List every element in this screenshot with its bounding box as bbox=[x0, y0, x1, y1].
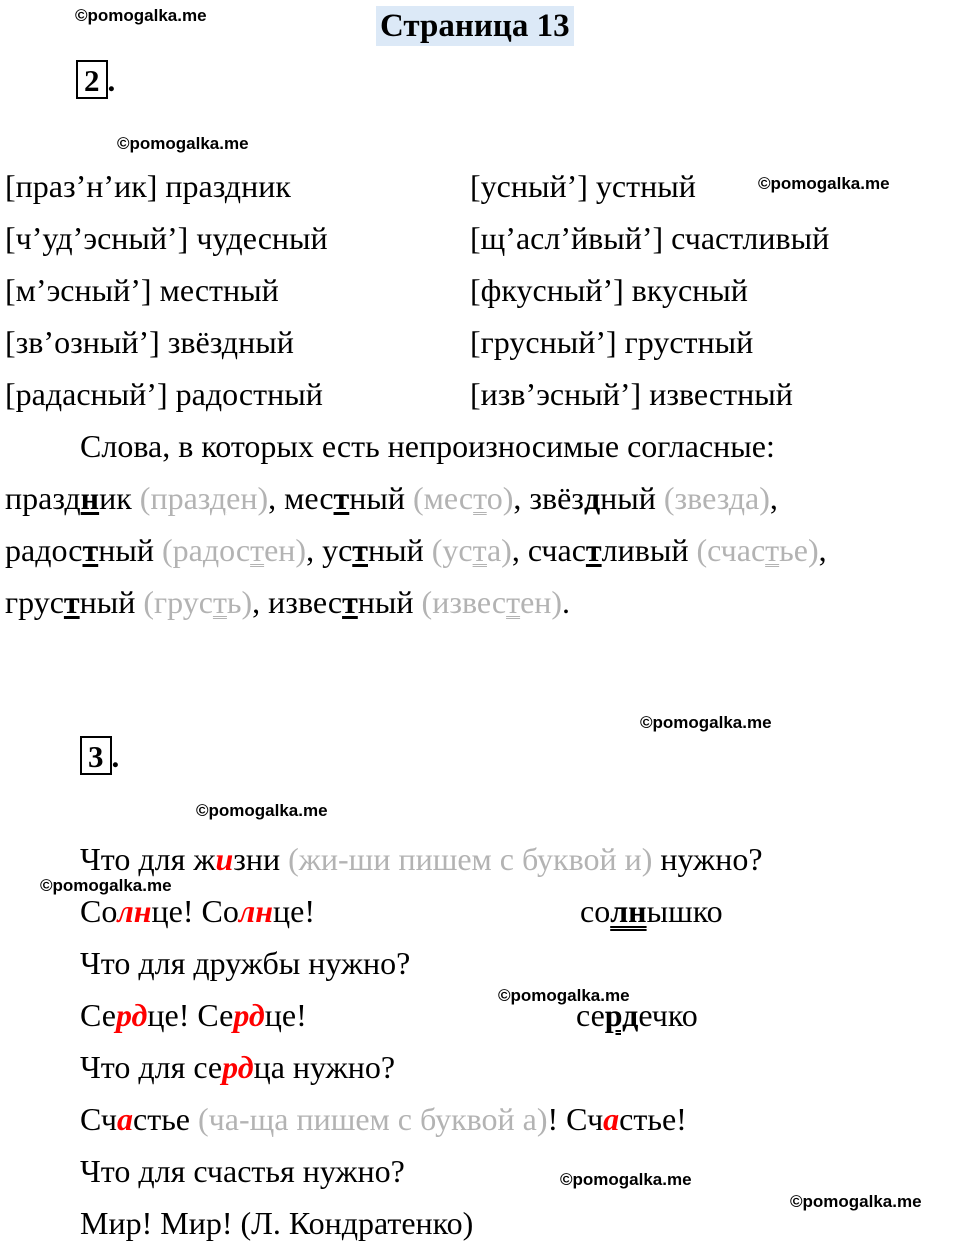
check-word-serdechko bbox=[576, 999, 698, 1031]
checked-letters: рд bbox=[604, 997, 639, 1033]
text: ье) bbox=[779, 532, 819, 568]
checked-letter: т bbox=[212, 584, 227, 620]
transcription-right-2: [щ’асл’йвый’] счастливый bbox=[470, 220, 830, 256]
text: ливый bbox=[601, 532, 697, 568]
text: стье! bbox=[619, 1101, 687, 1137]
text: се bbox=[576, 997, 605, 1033]
text: (звез bbox=[663, 480, 729, 516]
text: Что для се bbox=[80, 1049, 223, 1085]
watermark: ©pomogalka.me bbox=[790, 1192, 922, 1211]
checked-letter: д bbox=[728, 480, 746, 516]
checked-letters: лн bbox=[610, 893, 647, 929]
spelling-letter: и bbox=[215, 841, 234, 877]
text: ца нужно? bbox=[253, 1049, 396, 1085]
checked-letter: т bbox=[472, 532, 487, 568]
transcription-right-4: [грусный’] грустный bbox=[470, 324, 754, 360]
text: , bbox=[818, 532, 827, 568]
spelling-letter: а bbox=[603, 1101, 620, 1137]
transcription-left-3: [м’эсный’] местный bbox=[5, 272, 279, 308]
silent-consonant: н bbox=[80, 480, 100, 516]
text: грус bbox=[5, 584, 64, 620]
text: радос bbox=[5, 532, 83, 568]
watermark: ©pomogalka.me bbox=[640, 713, 772, 732]
text: (мес bbox=[413, 480, 474, 516]
text: це! Со bbox=[151, 893, 239, 929]
transcription-right-3: [фкусный’] вкусный bbox=[470, 272, 748, 308]
text: ышко bbox=[646, 893, 723, 929]
task-number-3 bbox=[80, 736, 119, 775]
task-number-value: 2 bbox=[84, 63, 100, 98]
text: ! Сч bbox=[547, 1101, 604, 1137]
check-word bbox=[432, 532, 512, 568]
task-number-dot: . bbox=[111, 739, 120, 774]
checked-letter: т bbox=[250, 532, 265, 568]
check-word bbox=[413, 480, 513, 516]
watermark: ©pomogalka.me bbox=[560, 1170, 692, 1189]
text: ный bbox=[367, 532, 432, 568]
text: (счас bbox=[696, 532, 766, 568]
silent-consonant: т bbox=[82, 532, 99, 568]
watermark: ©pomogalka.me bbox=[498, 986, 630, 1005]
text: , извес bbox=[252, 584, 343, 620]
text: це! bbox=[264, 997, 307, 1033]
text: ный bbox=[79, 584, 144, 620]
text: ь) bbox=[226, 584, 253, 620]
silent-consonant: т bbox=[333, 480, 350, 516]
checked-letter: т bbox=[506, 584, 521, 620]
spelling-letters: рд bbox=[222, 1049, 254, 1085]
text: , bbox=[769, 480, 778, 516]
text: це! bbox=[273, 893, 316, 929]
text: . bbox=[562, 584, 571, 620]
text: ен) bbox=[264, 532, 307, 568]
silent-consonant: т bbox=[63, 584, 80, 620]
silent-consonant: т bbox=[352, 532, 368, 568]
text: ен) bbox=[226, 480, 269, 516]
text: (праз bbox=[139, 480, 210, 516]
text: Се bbox=[80, 997, 116, 1033]
poem-line-3: Что для дружбы нужно? bbox=[80, 945, 411, 981]
text: ечко bbox=[638, 997, 698, 1033]
text: Со bbox=[80, 893, 118, 929]
poem-line-1 bbox=[80, 843, 763, 875]
checked-letter: д bbox=[209, 480, 227, 516]
poem-line-4 bbox=[80, 999, 307, 1031]
text: , ус bbox=[306, 532, 353, 568]
watermark: ©pomogalka.me bbox=[196, 801, 328, 820]
text: ик bbox=[99, 480, 140, 516]
text: со bbox=[580, 893, 611, 929]
transcription-right-1: [усный’] устный bbox=[470, 168, 696, 204]
poem-line-2 bbox=[80, 895, 315, 927]
text: (извес bbox=[421, 584, 507, 620]
page-title: Страница 13 bbox=[376, 6, 574, 46]
spelling-letter: а bbox=[117, 1101, 134, 1137]
transcription-right-5: [изв’эсный’] известный bbox=[470, 376, 793, 412]
text: ен) bbox=[520, 584, 563, 620]
check-word bbox=[664, 480, 770, 516]
watermark: ©pomogalka.me bbox=[40, 876, 172, 895]
text: нужно? bbox=[652, 841, 763, 877]
transcription-left-2: [ч’уд’эсный’] чудесный bbox=[5, 220, 328, 256]
text: це! Се bbox=[147, 997, 234, 1033]
poem-line-5 bbox=[80, 1051, 395, 1083]
spelling-letters: лн bbox=[117, 893, 152, 929]
answer-line-1 bbox=[5, 482, 778, 514]
check-word bbox=[696, 532, 818, 568]
spelling-rule: (жи-ши пишем с буквой и) bbox=[288, 841, 653, 877]
poem-line-7: Что для счастья нужно? bbox=[80, 1153, 405, 1189]
spelling-letters: рд bbox=[115, 997, 148, 1033]
transcription-left-4: [зв’озный’] звёздный bbox=[5, 324, 294, 360]
check-word bbox=[422, 584, 563, 620]
answer-line-2 bbox=[5, 534, 827, 566]
watermark: ©pomogalka.me bbox=[117, 134, 249, 153]
checked-letter: т bbox=[765, 532, 780, 568]
spelling-letters: лн bbox=[238, 893, 274, 929]
text: (ус bbox=[431, 532, 473, 568]
text: ный bbox=[98, 532, 162, 568]
check-word bbox=[140, 480, 268, 516]
text: , звёз bbox=[513, 480, 584, 516]
poem-line-6 bbox=[80, 1103, 687, 1135]
text: , счас bbox=[511, 532, 586, 568]
silent-consonant: т bbox=[585, 532, 602, 568]
silent-consonant: д bbox=[583, 480, 601, 516]
spelling-rule: (ча-ща пишем с буквой а) bbox=[198, 1101, 548, 1137]
text: (грус bbox=[143, 584, 213, 620]
text: а) bbox=[745, 480, 770, 516]
text: , мес bbox=[268, 480, 334, 516]
text: стье bbox=[133, 1101, 198, 1137]
text: ный bbox=[349, 480, 414, 516]
text: празд bbox=[5, 480, 81, 516]
text: (радос bbox=[161, 532, 251, 568]
checked-letter: т bbox=[473, 480, 487, 516]
task-number-dot: . bbox=[107, 63, 116, 98]
check-word bbox=[162, 532, 306, 568]
transcription-left-5: [радасный’] радостный bbox=[5, 376, 323, 412]
intro-sentence: Слова, в которых есть непроизносимые согласные: bbox=[80, 428, 775, 464]
task-number-value: 3 bbox=[88, 739, 104, 774]
text: Что для ж bbox=[80, 841, 216, 877]
text: а) bbox=[486, 532, 512, 568]
text: ный bbox=[600, 480, 664, 516]
text: Сч bbox=[80, 1101, 118, 1137]
poem-line-8: Мир! Мир! (Л. Кондратенко) bbox=[80, 1205, 474, 1241]
text: ный bbox=[357, 584, 422, 620]
text: о) bbox=[486, 480, 514, 516]
silent-consonant: т bbox=[342, 584, 358, 620]
transcription-left-1: [праз’н’ик] праздник bbox=[5, 168, 291, 204]
text: зни bbox=[233, 841, 289, 877]
task-number-2 bbox=[76, 60, 115, 99]
answer-line-3 bbox=[5, 586, 570, 618]
check-word bbox=[143, 584, 252, 620]
watermark: ©pomogalka.me bbox=[758, 174, 890, 193]
check-word-solnyshko bbox=[580, 895, 723, 927]
watermark: ©pomogalka.me bbox=[75, 6, 207, 25]
spelling-letters: рд bbox=[233, 997, 265, 1033]
